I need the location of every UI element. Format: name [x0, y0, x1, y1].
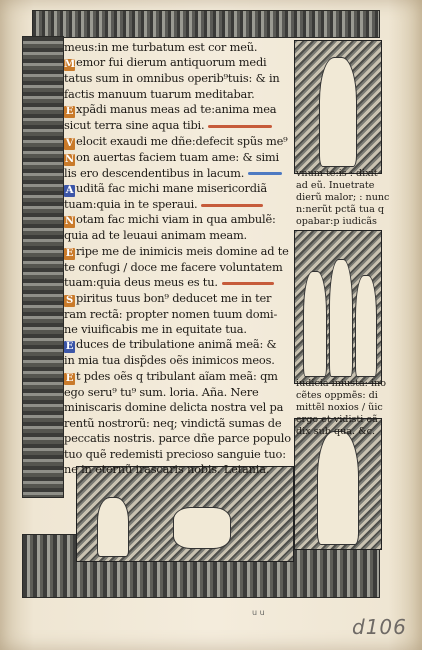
- side-line: dix sub qua. &c.: [296, 426, 376, 437]
- initial-letter: A: [65, 185, 74, 197]
- text-line: S piritus tuus bon⁹ deducet me in ter: [65, 290, 272, 306]
- side-line: n:nerũt pctã tua q: [296, 204, 385, 215]
- text-line: A uditã fac michi mane misericordiã: [65, 181, 267, 197]
- text-line: tuo quẽ redemisti precioso sanguie tuo:: [64, 446, 286, 461]
- castle-icon: [97, 497, 129, 557]
- initial-letter: E: [65, 341, 74, 353]
- bottom-border-band: [22, 534, 380, 598]
- side-line: ad eũ. Inuetrate: [296, 180, 375, 191]
- female-saint-woodcut: [294, 418, 382, 550]
- text-line: E ripe me de inimicis meis domine ad te: [65, 243, 289, 259]
- initial-letter: E: [65, 247, 74, 259]
- side-line: vnum te:is : dixit: [296, 168, 378, 179]
- horse-rider-icon: [173, 507, 231, 549]
- rubric-line-fill: [201, 204, 263, 207]
- side-line: ergo et vidisti eã: [296, 414, 378, 425]
- initial-letter: N: [65, 216, 74, 228]
- text-line: ego seru⁹ tu⁹ sum. loria. Aña. Nere: [64, 384, 259, 399]
- bishop-figure-icon: [319, 57, 357, 167]
- figure-left-icon: [303, 271, 327, 377]
- text-line: tatus sum in omnibus operib⁹tuis: & in: [64, 71, 280, 86]
- text-line: lis ero descendentibus in lacum.: [64, 166, 296, 181]
- initial-letter: E: [65, 372, 74, 384]
- text-line: peccatis nostris. parce dñe parce populo: [64, 431, 291, 446]
- initial-letter: S: [65, 294, 74, 306]
- saint-figure-icon: [317, 431, 359, 545]
- text-line: tuam:quia deus meus es tu.: [64, 275, 296, 290]
- text-line: in mia tua disp̃des oẽs inimicos meos.: [64, 353, 275, 368]
- battle-scene-woodcut: [76, 466, 294, 562]
- shelfmark-annotation: d106: [352, 615, 407, 639]
- text-line: sicut terra sine aqua tibi.: [64, 118, 296, 133]
- side-line: dierũ malor; : nunc: [296, 192, 390, 203]
- text-line: E t pdes oẽs q tribulant aĩam meã: qm: [65, 368, 278, 384]
- left-border-band: [22, 36, 64, 498]
- rubric-line-fill: [208, 125, 272, 128]
- initial-letter: M: [64, 59, 75, 71]
- judgment-scene-woodcut: [294, 230, 382, 384]
- folio-marks: u u: [252, 608, 265, 617]
- figure-center-icon: [329, 259, 353, 377]
- text-line: factis manuum tuarum meditabar.: [64, 86, 255, 101]
- text-line: Memor fui dierum antiquorum medi: [64, 55, 267, 71]
- main-text-column: [64, 40, 296, 477]
- text-line: E duces de tribulatione animã meã: &: [65, 337, 277, 353]
- side-text-upper: [296, 168, 390, 228]
- side-line: cẽtes oppmẽs: di: [296, 390, 378, 401]
- rubric-line-fill: [248, 172, 282, 175]
- initial-letter: E: [65, 106, 74, 118]
- initial-letter: V: [65, 137, 74, 149]
- text-line: tuam:quia in te speraui.: [64, 197, 296, 212]
- text-line: N on auertas faciem tuam ame: & simi: [65, 149, 279, 165]
- side-line: iudicia iniusta: ino: [296, 378, 386, 389]
- text-line: quia ad te leuaui animam meam.: [64, 228, 247, 243]
- text-line: ram rectã: propter nomen tuum domi-: [64, 306, 278, 321]
- text-line: meus:in me turbatum est cor meũ.: [64, 40, 258, 54]
- text-line: ne viuificabis me in equitate tua.: [64, 322, 247, 337]
- side-text-lower: [296, 378, 386, 438]
- text-line: rentũ nostrorũ: neq; vindictã sumas de: [64, 415, 282, 430]
- woodcut-border-frame: [22, 6, 390, 596]
- side-line: opabar:p iudicãs: [296, 216, 377, 227]
- text-line: miniscaris domine delicta nostra vel pa: [64, 400, 284, 415]
- top-border-band: [32, 10, 380, 38]
- initial-letter: N: [65, 153, 74, 165]
- side-line: mittẽl noxios / ũic: [296, 402, 383, 413]
- rubric-line-fill: [222, 282, 274, 285]
- bishop-saint-woodcut: [294, 40, 382, 174]
- text-line: E xpãdi manus meas ad te:anima mea: [65, 102, 277, 118]
- text-line: ne in eternũ irascaris nobis. Letania.: [64, 461, 270, 476]
- text-line: te confugi / doce me facere voluntatem: [64, 259, 283, 274]
- figure-right-icon: [355, 275, 377, 377]
- text-line: N otam fac michi viam in qua ambulẽ:: [65, 212, 276, 228]
- text-line: V elocit exaudi me dñe:defecit spũs me⁹: [65, 133, 288, 149]
